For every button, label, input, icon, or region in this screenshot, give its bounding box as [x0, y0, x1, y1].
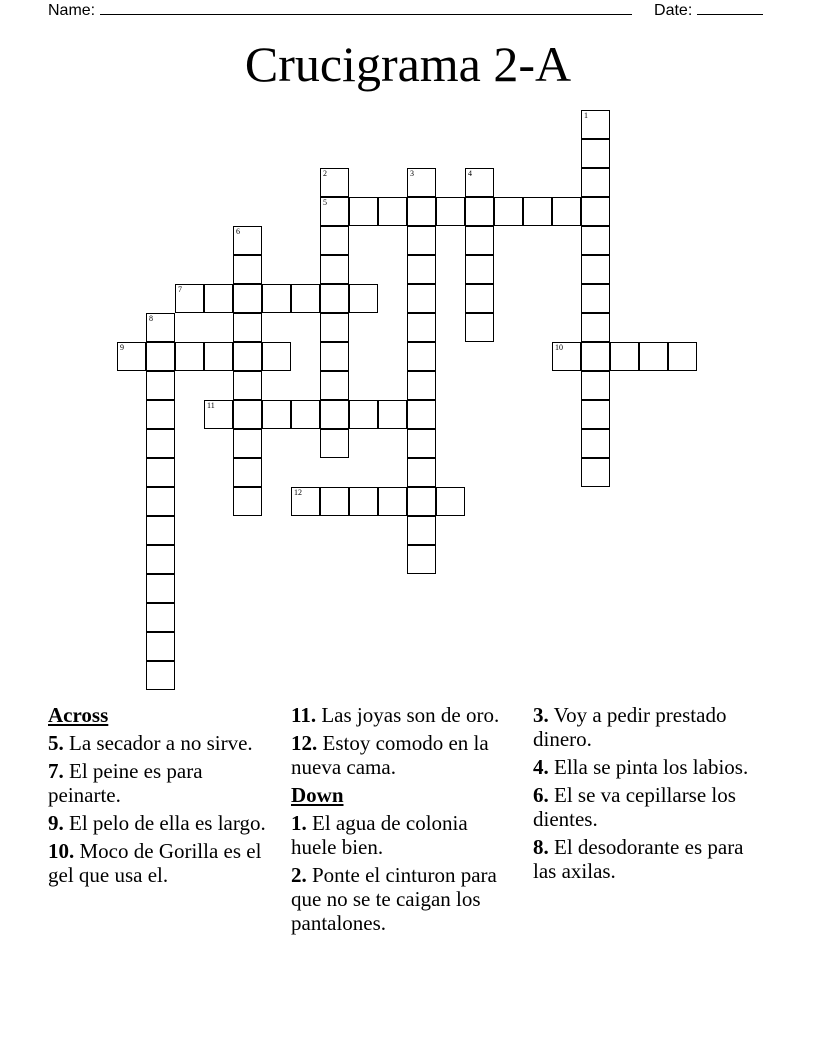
page-title: Crucigrama 2-A — [244, 36, 572, 92]
down-heading: Down — [291, 783, 344, 807]
crossword-cell[interactable] — [233, 429, 262, 458]
crossword-cell[interactable] — [349, 400, 378, 429]
clue-number: 10 — [555, 342, 563, 352]
clue-number: 4 — [468, 168, 472, 178]
crossword-cell[interactable] — [146, 632, 175, 661]
crossword-cell[interactable] — [407, 429, 436, 458]
crossword-cell[interactable] — [552, 197, 581, 226]
crossword-cell[interactable] — [291, 400, 320, 429]
clue-number: 7 — [178, 284, 182, 294]
crossword-cell[interactable] — [175, 284, 204, 313]
crossword-cell[interactable] — [349, 197, 378, 226]
crossword-cell[interactable] — [581, 429, 610, 458]
crossword-cell[interactable] — [291, 284, 320, 313]
crossword-cell[interactable] — [581, 313, 610, 342]
clue-number: 12 — [294, 487, 302, 497]
crossword-cell[interactable] — [349, 284, 378, 313]
crossword-cell[interactable] — [146, 603, 175, 632]
crossword-cell[interactable] — [639, 342, 668, 371]
crossword-cell[interactable] — [581, 371, 610, 400]
crossword-cell[interactable] — [407, 487, 436, 516]
crossword-cell[interactable] — [320, 487, 349, 516]
crossword-cell[interactable] — [320, 342, 349, 371]
crossword-cell[interactable] — [233, 371, 262, 400]
clue-number: 5 — [323, 197, 327, 207]
crossword-cell[interactable] — [581, 110, 610, 139]
crossword-cell[interactable] — [204, 400, 233, 429]
crossword-cell[interactable] — [465, 197, 494, 226]
crossword-cell[interactable] — [407, 313, 436, 342]
clue-across-10: 10. Moco de Gorilla es el gel que usa el. — [48, 839, 262, 887]
name-label: Name: — [48, 2, 96, 19]
crossword-cell[interactable] — [233, 342, 262, 371]
crossword-cell[interactable] — [552, 342, 581, 371]
crossword-cell[interactable] — [146, 400, 175, 429]
crossword-cell[interactable] — [233, 284, 262, 313]
crossword-cell[interactable] — [378, 197, 407, 226]
date-line[interactable] — [697, 0, 763, 15]
clue-down-1: 1. El agua de colonia huele bien. — [291, 811, 468, 859]
crossword-cell[interactable] — [407, 545, 436, 574]
crossword-cell[interactable] — [320, 371, 349, 400]
crossword-cell[interactable] — [291, 487, 320, 516]
name-line[interactable] — [100, 0, 632, 15]
crossword-cell[interactable] — [668, 342, 697, 371]
header-fields — [48, 0, 748, 20]
crossword-cell[interactable] — [407, 371, 436, 400]
clue-across-5: 5. La secador a no sirve. — [48, 731, 253, 755]
crossword-cell[interactable] — [204, 342, 233, 371]
crossword-cell[interactable] — [407, 226, 436, 255]
crossword-cell[interactable] — [262, 400, 291, 429]
across-heading: Across — [48, 703, 109, 727]
crossword-cell[interactable] — [146, 313, 175, 342]
crossword-cell[interactable] — [465, 255, 494, 284]
crossword-cell[interactable] — [146, 574, 175, 603]
clue-number: 11 — [207, 400, 215, 410]
crossword-cell[interactable] — [262, 342, 291, 371]
crossword-cell[interactable] — [407, 168, 436, 197]
crossword-cell[interactable] — [146, 545, 175, 574]
crossword-cell[interactable] — [204, 284, 233, 313]
crossword-cell[interactable] — [349, 487, 378, 516]
clue-number: 3 — [410, 168, 414, 178]
crossword-cell[interactable] — [233, 400, 262, 429]
crossword-cell[interactable] — [465, 168, 494, 197]
crossword-cell[interactable] — [117, 342, 146, 371]
crossword-cell[interactable] — [146, 487, 175, 516]
crossword-cell[interactable] — [494, 197, 523, 226]
crossword-cell[interactable] — [320, 284, 349, 313]
clue-across-12: 12. Estoy comodo en la nueva cama. — [291, 731, 489, 779]
crossword-cell[interactable] — [320, 400, 349, 429]
crossword-cell[interactable] — [146, 429, 175, 458]
crossword-cell[interactable] — [320, 197, 349, 226]
crossword-cell[interactable] — [465, 284, 494, 313]
date-label: Date: — [654, 2, 693, 19]
crossword-cell[interactable] — [146, 516, 175, 545]
crossword-cell[interactable] — [523, 197, 552, 226]
clue-number: 8 — [149, 313, 153, 323]
crossword-cell[interactable] — [146, 458, 175, 487]
clues-column-3 — [533, 703, 758, 887]
crossword-cell[interactable] — [407, 516, 436, 545]
crossword-cell[interactable] — [407, 255, 436, 284]
crossword-cell[interactable] — [465, 226, 494, 255]
crossword-cell[interactable] — [581, 255, 610, 284]
crossword-cell[interactable] — [581, 226, 610, 255]
crossword-cell[interactable] — [378, 487, 407, 516]
crossword-cell[interactable] — [320, 429, 349, 458]
crossword-cell[interactable] — [581, 458, 610, 487]
crossword-cell[interactable] — [262, 284, 291, 313]
clue-number: 6 — [236, 226, 240, 236]
crossword-cell[interactable] — [233, 226, 262, 255]
crossword-cell[interactable] — [233, 255, 262, 284]
crossword-cell[interactable] — [407, 458, 436, 487]
crossword-cell[interactable] — [581, 168, 610, 197]
crossword-cell[interactable] — [146, 342, 175, 371]
crossword-cell[interactable] — [146, 661, 175, 690]
crossword-cell[interactable] — [610, 342, 639, 371]
crossword-cell[interactable] — [407, 400, 436, 429]
crossword-cell[interactable] — [233, 487, 262, 516]
clues-column-2 — [291, 703, 516, 939]
clue-across-11: 11. Las joyas son de oro. — [291, 703, 500, 727]
crossword-cell[interactable] — [175, 342, 204, 371]
clue-down-3: 3. Voy a pedir prestado dinero. — [533, 703, 727, 751]
crossword-cell[interactable] — [407, 197, 436, 226]
clue-down-2: 2. Ponte el cinturon para que no se te caigan los pantalones. — [291, 863, 497, 935]
crossword-cell[interactable] — [581, 342, 610, 371]
crossword-cell[interactable] — [407, 342, 436, 371]
crossword-cell[interactable] — [465, 313, 494, 342]
clue-number: 9 — [120, 342, 124, 352]
crossword-cell[interactable] — [436, 487, 465, 516]
clue-down-6: 6. El se va cepillarse los dientes. — [533, 783, 736, 831]
crossword-cell[interactable] — [581, 197, 610, 226]
crossword-cell[interactable] — [436, 197, 465, 226]
crossword-cell[interactable] — [581, 139, 610, 168]
crossword-cell[interactable] — [146, 371, 175, 400]
clue-number: 1 — [584, 110, 588, 120]
clue-across-7: 7. El peine es para peinarte. — [48, 759, 203, 807]
crossword-cell[interactable] — [407, 284, 436, 313]
crossword-cell[interactable] — [320, 168, 349, 197]
crossword-cell[interactable] — [581, 284, 610, 313]
crossword-cell[interactable] — [581, 400, 610, 429]
crossword-cell[interactable] — [320, 255, 349, 284]
crossword-cell[interactable] — [378, 400, 407, 429]
clue-down-8: 8. El desodorante es para las axilas. — [533, 835, 744, 883]
crossword-cell[interactable] — [320, 226, 349, 255]
crossword-cell[interactable] — [233, 313, 262, 342]
crossword-cell[interactable] — [320, 313, 349, 342]
clue-across-9: 9. El pelo de ella es largo. — [48, 811, 266, 835]
crossword-cell[interactable] — [233, 458, 262, 487]
clue-number: 2 — [323, 168, 327, 178]
clues-column-1 — [48, 703, 273, 891]
clue-down-4: 4. Ella se pinta los labios. — [533, 755, 749, 779]
